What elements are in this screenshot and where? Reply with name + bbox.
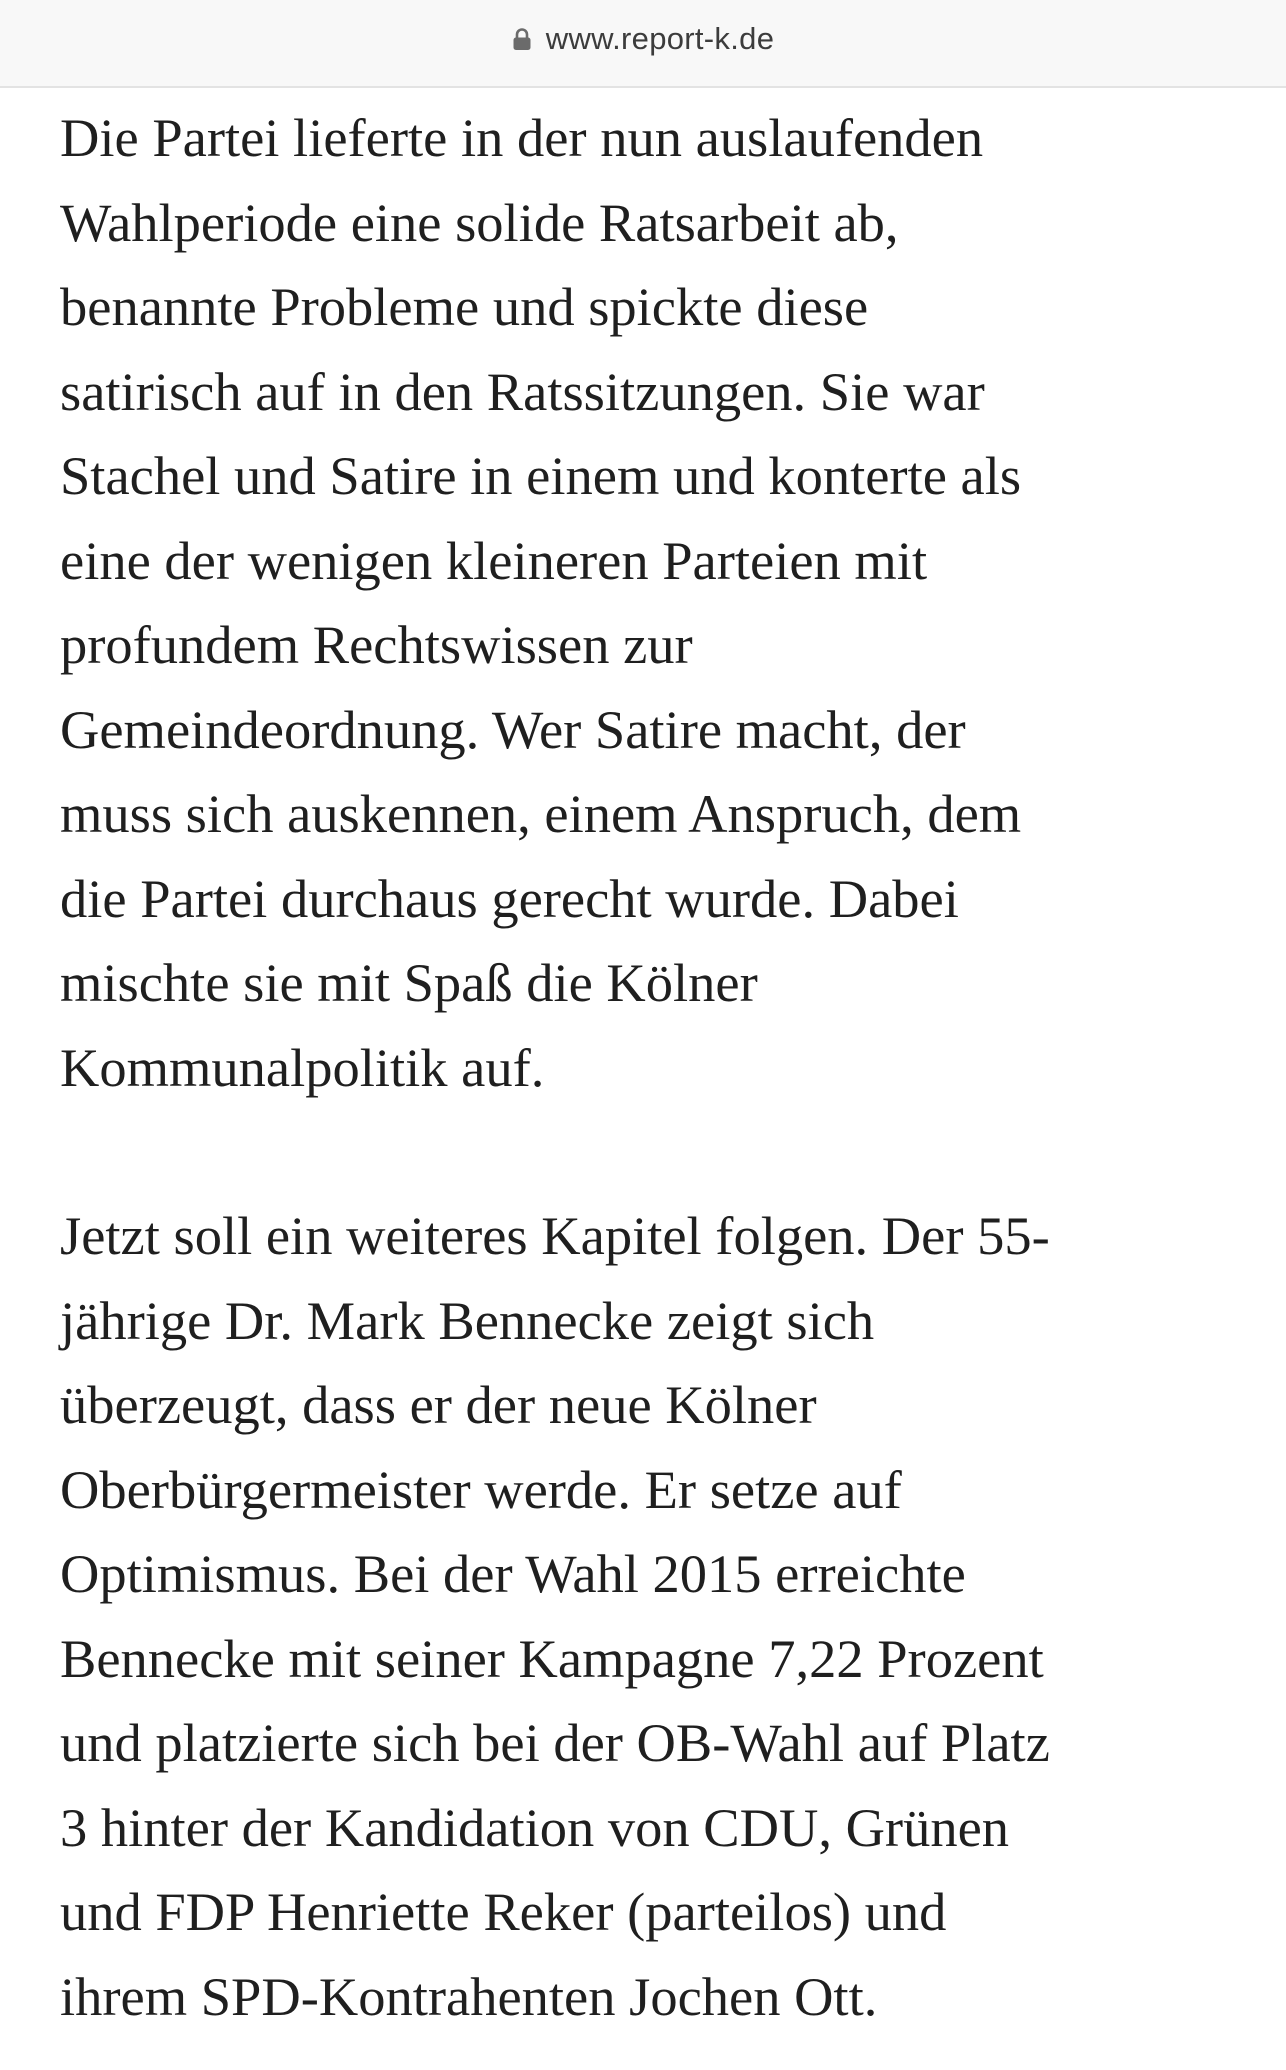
article-paragraph-2 [60, 1194, 1270, 2039]
text-line: Wahlperiode eine solide Ratsarbeit ab, [60, 191, 899, 253]
text-line: und platzierte sich bei der OB-Wahl auf Platz [60, 1712, 1050, 1773]
text-line: Jetzt soll ein weiteres Kapitel folgen. Der 55- [60, 1205, 1050, 1266]
text-line: mischte sie mit Spaß die Kölner [60, 952, 758, 1013]
url-text: www.report-k.de [545, 21, 775, 56]
url-display[interactable] [512, 21, 774, 57]
text-line: eine der wenigen kleineren Parteien mit [60, 529, 928, 591]
text-line: und FDP Henriette Reker (parteilos) und [60, 1881, 947, 1942]
text-line: satirisch auf in den Ratssitzungen. Sie war [60, 360, 985, 422]
text-line: Stachel und Satire in einem und konterte als [60, 445, 1022, 506]
text-line: jährige Dr. Mark Bennecke zeigt sich [60, 1289, 875, 1351]
browser-url-bar[interactable] [0, 0, 1286, 88]
text-line: Kommunalpolitik auf. [60, 1036, 545, 1098]
text-line: überzeugt, dass er der neue Kölner [60, 1374, 817, 1435]
text-line: die Partei durchaus gerecht wurde. Dabei [60, 867, 959, 929]
paragraph-spacer [60, 1110, 1270, 1194]
text-line: Bennecke mit seiner Kampagne 7,22 Prozent [60, 1627, 1044, 1689]
text-line: benannte Probleme und spickte diese [60, 276, 869, 337]
text-line: Gemeindeordnung. Wer Satire macht, der [60, 698, 966, 760]
text-line: muss sich auskennen, einem Anspruch, dem [60, 783, 1022, 844]
article-paragraph-1 [60, 96, 1270, 1110]
text-line: Oberbürgermeister werde. Er setze auf [60, 1458, 902, 1520]
lock-icon [512, 27, 532, 51]
text-line: 3 hinter der Kandidation von CDU, Grünen [60, 1796, 1010, 1858]
article-body [60, 96, 1270, 2039]
text-line: profundem Rechtswissen zur [60, 614, 693, 675]
text-line: ihrem SPD-Kontrahenten Jochen Ott. [60, 1965, 878, 2027]
text-line: Die Partei lieferte in der nun auslaufenden [60, 107, 984, 168]
text-line: Optimismus. Bei der Wahl 2015 erreichte [60, 1543, 966, 1604]
